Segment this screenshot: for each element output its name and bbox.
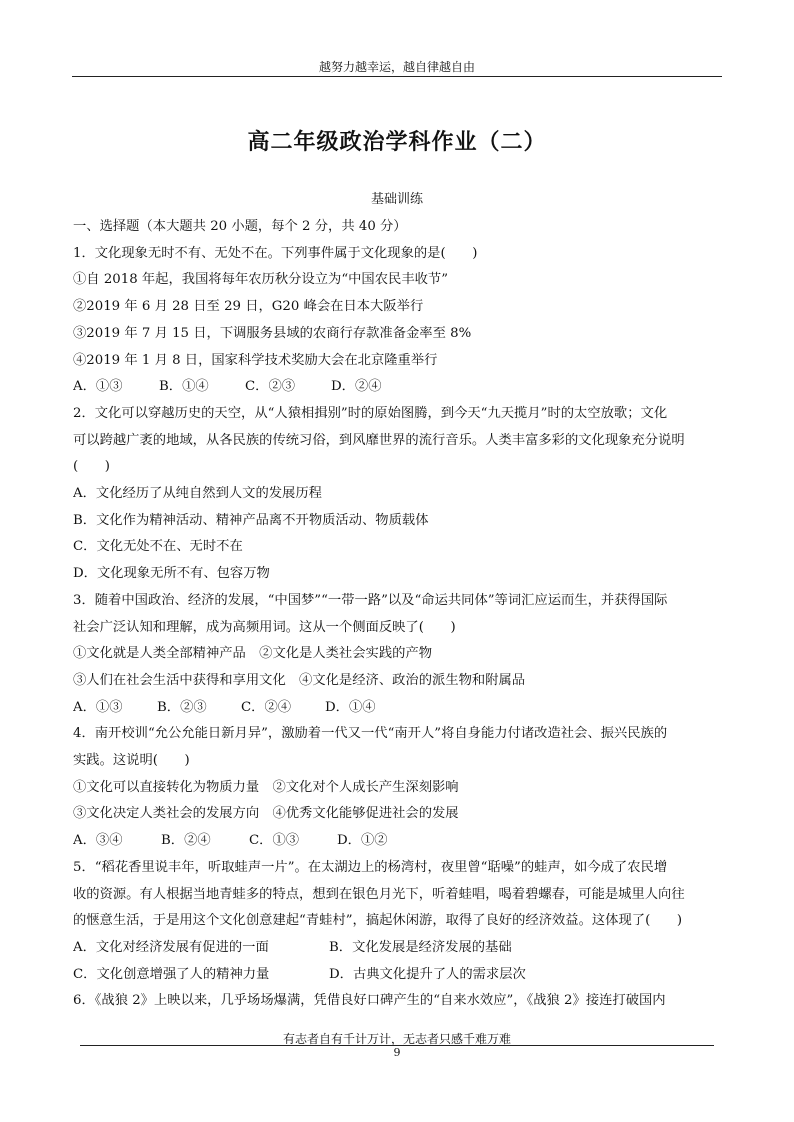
statement-item: ①文化可以直接转化为物质力量 ②文化对个人成长产生深刻影响 (73, 779, 459, 795)
option-c[interactable]: C．文化创意增强了人的精神力量 (73, 966, 270, 982)
answer-options (73, 962, 725, 989)
question-stem-line: 实践。这说明( ) (73, 753, 190, 769)
worksheet-content (73, 214, 725, 1015)
option-a[interactable]: A．文化对经济发展有促进的一面 (73, 939, 269, 955)
statement-item: ③人们在社会生活中获得和享用文化 ④文化是经济、政治的派生物和附属品 (73, 672, 526, 688)
option-b[interactable]: B．文化发展是经济发展的基础 (329, 939, 512, 955)
footer-motto: 有志者自有千计万计，无志者只感千难万难 (282, 1032, 511, 1046)
question-stem-line: 社会广泛认知和理解，成为高频用词。这从一个侧面反映了( ) (73, 619, 456, 635)
question-stem-line: 收的资源。有人根据当地青蛙多的特点，想到在银色月光下，听着蛙唱，喝着碧螺春，可能是城里人向往 (73, 886, 685, 902)
option-a[interactable]: A．①③ (73, 699, 123, 715)
option-d[interactable]: D．古典文化提升了人的需求层次 (329, 966, 526, 982)
statement-item: ④2019 年 1 月 8 日，国家科学技术奖励大会在北京隆重举行 (73, 352, 438, 368)
statement-item: ②2019 年 6 月 28 日至 29 日，G20 峰会在日本大阪举行 (73, 299, 424, 315)
question-2 (73, 401, 725, 588)
section-heading: 一、选择题（本大题共 20 小题，每个 2 分，共 40 分） (73, 219, 407, 234)
answer-options (73, 374, 725, 401)
option-d[interactable]: D．①④ (325, 699, 376, 715)
page-title: 高二年级政治学科作业（二） (247, 130, 547, 155)
page-number: 9 (393, 1046, 401, 1059)
question-stem-line: 可以跨越广袤的地域，从各民族的传统习俗，到风靡世界的流行音乐。人类丰富多彩的文化现象充分说明 (73, 432, 685, 448)
option-a[interactable]: A．文化经历了从纯自然到人文的发展历程 (73, 486, 322, 502)
statement-item: ③2019 年 7 月 15 日，下调服务县域的农商行存款准备金率至 8% (73, 325, 472, 341)
question-stem-line: 2．文化可以穿越历史的天空，从“人猿相揖别”时的原始图腾，到今天“九天揽月”时的太空放歌；文化 (73, 405, 668, 421)
question-1 (73, 241, 725, 401)
answer-options (73, 935, 725, 962)
question-stem-line: 4．南开校训“允公允能日新月异”，激励着一代又一代“南开人”将自身能力付诸改造社会、振兴民族的 (73, 726, 668, 742)
question-stem-line: 5．“稻花香里说丰年，听取蛙声一片”。在太湖边上的杨湾村，夜里曾“聒噪”的蛙声，如今成了农民增 (73, 859, 668, 875)
option-d[interactable]: D．①② (337, 833, 388, 849)
statement-item: ①自 2018 年起，我国将每年农历秋分设立为“中国农民丰收节” (73, 272, 449, 288)
question-4 (73, 721, 725, 855)
question-stem-line: 6．《战狼 2》上映以来，几乎场场爆满，凭借良好口碑产生的“自来水效应”，《战狼 2》接连打破国内 (73, 993, 666, 1009)
option-a[interactable]: A．③④ (73, 833, 123, 849)
question-3 (73, 588, 725, 722)
question-stem-line: 3．随着中国政治、经济的发展，“中国梦”“一带一路”以及“命运共同体”等词汇应运而生，并获得国际 (73, 592, 668, 608)
option-b[interactable]: B．①④ (159, 379, 209, 395)
option-d[interactable]: D．文化现象无所不有、包容万物 (73, 566, 270, 582)
answer-options (73, 828, 725, 855)
header-motto: 越努力越幸运，越自律越自由 (318, 60, 475, 74)
option-b[interactable]: B．文化作为精神活动、精神产品离不开物质活动、物质载体 (73, 512, 429, 528)
section-subtitle: 基础训练 (370, 192, 423, 207)
question-stem-line: 的惬意生活，于是用这个文化创意建起“青蛙村”，搞起休闲游，取得了良好的经济效益。这体现了( ) (73, 913, 683, 929)
statement-item: ③文化决定人类社会的发展方向 ④优秀文化能够促进社会的发展 (73, 806, 459, 822)
option-c[interactable]: C．②④ (241, 699, 292, 715)
question-6 (73, 988, 725, 1015)
question-5 (73, 855, 725, 989)
option-d[interactable]: D．②④ (331, 379, 382, 395)
answer-options (73, 695, 725, 722)
option-c[interactable]: C．文化无处不在、无时不在 (73, 539, 243, 555)
option-a[interactable]: A．①③ (73, 379, 123, 395)
option-c[interactable]: C．②③ (245, 379, 296, 395)
header-divider (72, 76, 722, 77)
question-stem: 1．文化现象无时不有、无处不在。下列事件属于文化现象的是( ) (73, 245, 478, 261)
option-b[interactable]: B．②③ (157, 699, 207, 715)
option-b[interactable]: B．②④ (161, 833, 211, 849)
question-stem-line: ( ) (73, 459, 110, 475)
option-c[interactable]: C．①③ (249, 833, 300, 849)
statement-item: ①文化就是人类全部精神产品 ②文化是人类社会实践的产物 (73, 646, 433, 662)
